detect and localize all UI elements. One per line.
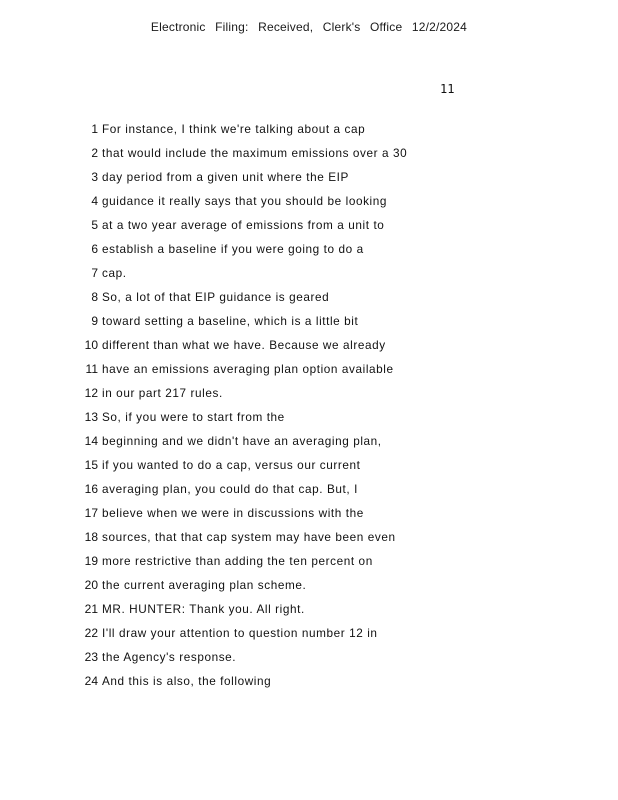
transcript-line bbox=[78, 261, 598, 285]
line-text: establish a baseline if you were going to do a bbox=[102, 242, 364, 256]
filing-header: Electronic Filing: Received, Clerk's Office 12/2/2024 bbox=[150, 20, 468, 34]
line-text: day period from a given unit where the EIP bbox=[102, 170, 349, 184]
line-number: 10 bbox=[84, 338, 98, 352]
line-text: averaging plan, you could do that cap. But, I bbox=[102, 482, 358, 496]
line-text: different than what we have. Because we already bbox=[102, 338, 386, 352]
transcript-line bbox=[78, 213, 598, 237]
transcript-line bbox=[78, 333, 598, 357]
line-number: 21 bbox=[84, 602, 98, 616]
transcript-line bbox=[78, 621, 598, 645]
transcript-line bbox=[78, 357, 598, 381]
transcript-line bbox=[78, 477, 598, 501]
transcript-line bbox=[78, 285, 598, 309]
line-text: at a two year average of emissions from a unit to bbox=[102, 218, 385, 232]
line-number: 16 bbox=[84, 482, 98, 496]
line-number: 18 bbox=[84, 530, 98, 544]
line-number: 7 bbox=[91, 266, 98, 280]
transcript-line bbox=[78, 597, 598, 621]
transcript-line bbox=[78, 501, 598, 525]
line-number: 1 bbox=[91, 122, 98, 136]
transcript-line bbox=[78, 189, 598, 213]
transcript-line bbox=[78, 525, 598, 549]
line-text: toward setting a baseline, which is a little bit bbox=[102, 314, 359, 328]
line-number: 9 bbox=[91, 314, 98, 328]
line-text: the current averaging plan scheme. bbox=[102, 578, 307, 592]
line-number: 22 bbox=[84, 626, 98, 640]
transcript-line bbox=[78, 309, 598, 333]
transcript-line bbox=[78, 573, 598, 597]
line-text: have an emissions averaging plan option available bbox=[102, 362, 394, 376]
line-text: For instance, I think we're talking about a cap bbox=[102, 122, 366, 136]
transcript-line bbox=[78, 381, 598, 405]
line-text: So, a lot of that EIP guidance is geared bbox=[102, 290, 330, 304]
line-number: 20 bbox=[84, 578, 98, 592]
transcript-line bbox=[78, 453, 598, 477]
line-number: 2 bbox=[91, 146, 98, 160]
page-number: 11 bbox=[440, 82, 455, 96]
transcript-line bbox=[78, 405, 598, 429]
line-number: 11 bbox=[85, 362, 98, 376]
line-number: 15 bbox=[84, 458, 98, 472]
line-text: if you wanted to do a cap, versus our current bbox=[102, 458, 361, 472]
line-text: sources, that that cap system may have been even bbox=[102, 530, 396, 544]
line-number: 4 bbox=[91, 194, 98, 208]
line-text: cap. bbox=[102, 266, 127, 280]
line-number: 24 bbox=[84, 674, 98, 688]
transcript-line bbox=[78, 141, 598, 165]
line-text: I'll draw your attention to question number 12 in bbox=[102, 626, 378, 640]
line-text: that would include the maximum emissions over a 30 bbox=[102, 146, 408, 160]
line-number: 5 bbox=[91, 218, 98, 232]
line-number: 8 bbox=[91, 290, 98, 304]
line-text: more restrictive than adding the ten percent on bbox=[102, 554, 373, 568]
line-text: And this is also, the following bbox=[102, 674, 272, 688]
transcript-line bbox=[78, 429, 598, 453]
line-text: MR. HUNTER: Thank you. All right. bbox=[102, 602, 305, 616]
line-text: beginning and we didn't have an averaging plan, bbox=[102, 434, 382, 448]
line-number: 3 bbox=[91, 170, 98, 184]
transcript-line bbox=[78, 117, 598, 141]
line-text: believe when we were in discussions with the bbox=[102, 506, 364, 520]
line-number: 6 bbox=[91, 242, 98, 256]
line-number: 17 bbox=[84, 506, 98, 520]
line-text: the Agency's response. bbox=[102, 650, 237, 664]
transcript-line bbox=[78, 669, 598, 693]
transcript-line bbox=[78, 165, 598, 189]
transcript-line bbox=[78, 237, 598, 261]
line-number: 12 bbox=[84, 386, 98, 400]
line-number: 14 bbox=[84, 434, 98, 448]
transcript-body bbox=[78, 117, 598, 693]
line-text: guidance it really says that you should be looking bbox=[102, 194, 388, 208]
line-number: 23 bbox=[84, 650, 98, 664]
transcript-line bbox=[78, 549, 598, 573]
line-text: in our part 217 rules. bbox=[102, 386, 223, 400]
line-number: 19 bbox=[84, 554, 98, 568]
line-number: 13 bbox=[84, 410, 98, 424]
line-text: So, if you were to start from the bbox=[102, 410, 285, 424]
transcript-line bbox=[78, 645, 598, 669]
